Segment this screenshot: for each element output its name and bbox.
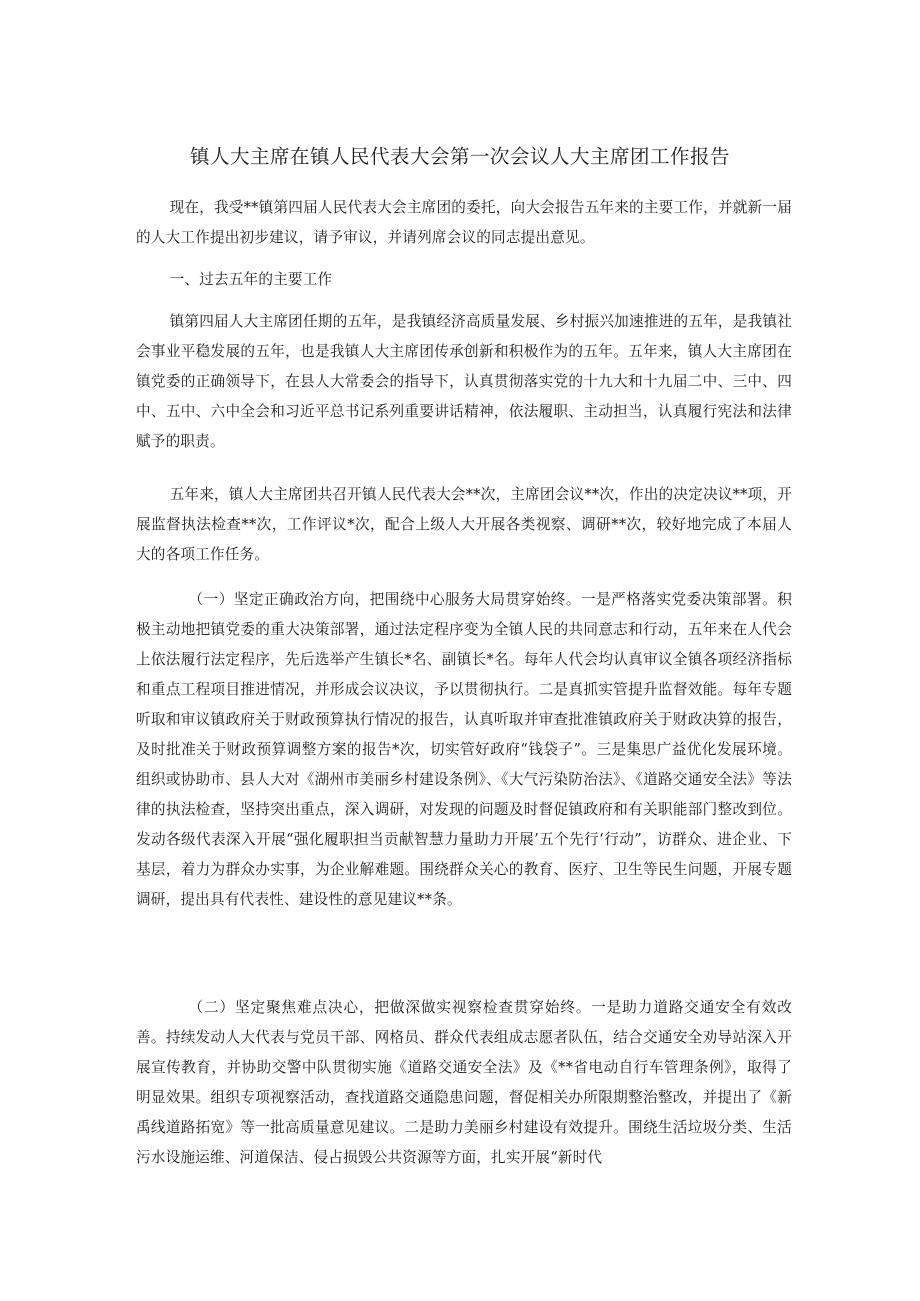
- paragraph-inspection-focus: （二）坚定聚焦难点决心，把做深做实视察检查贯穿始终。一是助力道路交通安全有效改善。持续发动人大代表与党员干部、网格员、群众代表组成志愿者队伍，结合交通安全劝导站深入开展宣传教育，并协助交警中队贯彻实施《道路交通安全法》及《**省电动自行车管理条例》，取得了明显效果。组织专项视察活动，查找道路交通隐患问题，督促相关办所限期整治整改，并提出了《新禹线道路拓宽》等一批高质量意见建议。二是助力美丽乡村建设有效提升。围绕生活垃圾分类、生活污水设施运维、河道保洁、侵占损毁公共资源等方面，扎实开展“新时代: [136, 999, 792, 1166]
- paragraph-intro: 现在，我受**镇第四届人民代表大会主席团的委托，向大会报告五年来的主要工作，并就新一届的人大工作提出初步建议，请予审议，并请列席会议的同志提出意见。: [136, 199, 792, 246]
- paragraph-five-year-summary: 五年来，镇人大主席团共召开镇人民代表大会**次，主席团会议**次，作出的决定决议**项，开展监督执法检查**次，工作评议*次，配合上级人大开展各类视察、调研**次，较好地完成了本届人大的各项工作任务。: [136, 486, 792, 563]
- paragraph-term-overview: 镇第四届人大主席团任期的五年，是我镇经济高质量发展、乡村振兴加速推进的五年，是我镇社会事业平稳发展的五年，也是我镇人大主席团传承创新和积极作为的五年。五年来，镇人大主席团在镇党委的正确领导下，在县人大常委会的指导下，认真贯彻落实党的十九大和十九届二中、三中、四中、五中、六中全会和习近平总书记系列重要讲话精神，依法履职、主动担当，认真履行宪法和法律赋予的职责。: [136, 313, 792, 450]
- section-heading-1: 一、过去五年的主要工作: [169, 271, 333, 288]
- paragraph-political-direction: （一）坚定正确政治方向，把围绕中心服务大局贯穿始终。一是严格落实党委决策部署。积极主动地把镇党委的重大决策部署，通过法定程序变为全镇人民的共同意志和行动，五年来在人代会上依法履行法定程序，先后选举产生镇长*名、副镇长*名。每年人代会均认真审议全镇各项经济指标和重点工程项目推进情况，并形成会议决议，予以贯彻执行。二是真抓实管提升监督效能。每年专题听取和审议镇政府关于财政预算执行情况的报告，认真听取并审查批准镇政府关于财政决算的报告，及时批准关于财政预算调整方案的报告*次，切实管好政府“钱袋子”。三是集思广益优化发展环境。组织或协助市、县人大对《湖州市美丽乡村建设条例》、《大气污染防治法》、《道路交通安全法》等法律的执法检查，坚持突出重点，深入调研，对发现的问题及时督促镇政府和有关职能部门整改到位。发动各级代表深入开展“强化履职担当贡献智慧力量助力开展’五个先行‘行动”，访群众、进企业、下基层，着力为群众办实事，为企业解难题。围绕群众关心的教育、医疗、卫生等民生问题，开展专题调研，提出具有代表性、建设性的意见建议**条。: [136, 591, 792, 908]
- document-title: 镇人大主席在镇人民代表大会第一次会议人大主席团工作报告: [189, 145, 730, 168]
